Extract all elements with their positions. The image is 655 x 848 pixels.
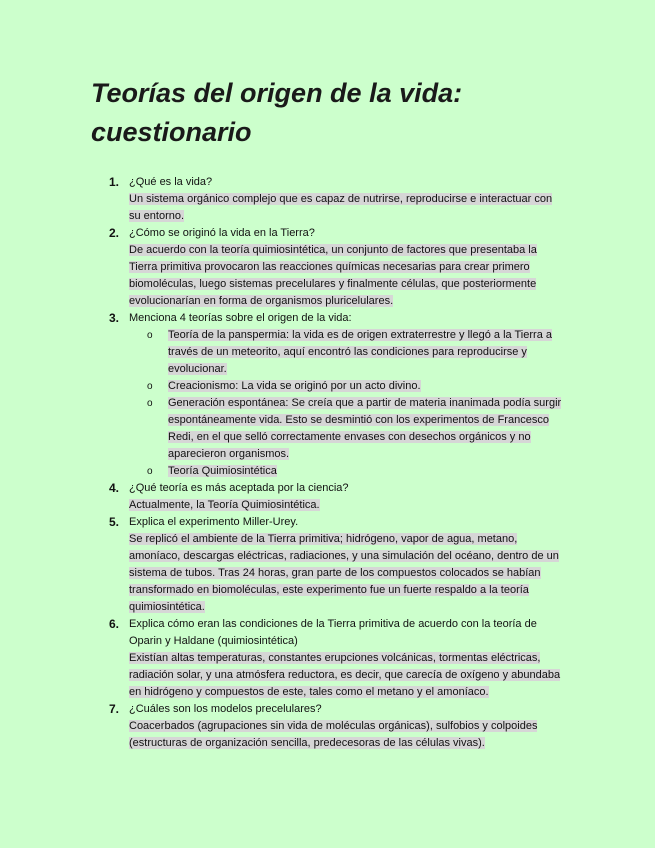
page-title [91, 74, 571, 152]
question-text: Explica el experimento Miller-Urey. [129, 516, 299, 528]
question-text: ¿Qué es la vida? [129, 176, 213, 188]
answer-text: Existían altas temperaturas, constantes erupciones volcánicas, tormentas eléctricas, radiación solar, y una atmósfera reductora, es decir, que carecía de oxígeno y abundaba en hidrógeno y compuestos de este, tales como el metano y el amoníaco. [129, 652, 561, 698]
question-number: 1. [109, 175, 120, 189]
question-text: ¿Qué teoría es más aceptada por la ciencia? [129, 482, 349, 494]
answer-text: Se replicó el ambiente de la Tierra primitiva; hidrógeno, vapor de agua, metano, amoníaco, descargas eléctricas, radiaciones, y una simulación del océano, dentro de un sistema de tubos. Tras 24 horas, gran parte de los compuestos colocados se habían transformado en biomoléculas, este experimento fue un fuerte respaldo a la teoría quimiosintética. [129, 533, 559, 613]
question-list [0, 174, 655, 752]
bullet-icon: o [147, 330, 153, 341]
question-item-3 [0, 310, 565, 480]
question-number: 2. [109, 226, 120, 240]
question-number: 5. [109, 515, 120, 529]
theory-list [129, 327, 565, 480]
title-line-2: cuestionario [91, 117, 252, 147]
theory-text: Generación espontánea: Se creía que a partir de materia inanimada podía surgir espontáneamente vida. Esto se desmintió con los experimentos de Francesco Redi, en el que selló correctamente envases con desechos orgánicos y no aparecieron organismos. [168, 397, 562, 460]
question-number: 7. [109, 702, 120, 716]
question-item-2 [0, 225, 565, 310]
question-item-5 [0, 514, 565, 616]
title-line-1: Teorías del origen de la vida: [91, 78, 463, 108]
question-number: 6. [109, 617, 120, 631]
question-text: Menciona 4 teorías sobre el origen de la vida: [129, 312, 352, 324]
answer-text: De acuerdo con la teoría quimiosintética, un conjunto de factores que presentaba la Tierra primitiva provocaron las reacciones químicas necesarias para crear primero biomoléculas, luego sistemas precelulares y finalmente células, que posteriormente evolucionarían en forma de organismos pluricelulares. [129, 244, 537, 307]
theory-text: Teoría Quimiosintética [168, 465, 277, 477]
answer-text: Coacerbados (agrupaciones sin vida de moléculas orgánicas), sulfobios y colpoides (estructuras de organización sencilla, predecesoras de las células vivas). [129, 720, 538, 749]
question-text: ¿Cómo se originó la vida en la Tierra? [129, 227, 315, 239]
question-item-1 [0, 174, 565, 225]
list-item [129, 463, 565, 480]
bullet-icon: o [147, 381, 153, 392]
theory-text: Creacionismo: La vida se originó por un acto divino. [168, 380, 421, 392]
question-item-7 [0, 701, 565, 752]
bullet-icon: o [147, 398, 153, 409]
theory-text: Teoría de la panspermia: la vida es de origen extraterrestre y llegó a la Tierra a través de un meteorito, aquí encontró las condiciones para reproducirse y evolucionar. [168, 329, 552, 375]
list-item [129, 378, 565, 395]
question-number: 4. [109, 481, 120, 495]
question-text: Explica cómo eran las condiciones de la Tierra primitiva de acuerdo con la teoría de Oparin y Haldane (quimiosintética) [129, 618, 537, 647]
list-item [129, 327, 565, 378]
question-text: ¿Cuáles son los modelos precelulares? [129, 703, 322, 715]
bullet-icon: o [147, 466, 153, 477]
question-item-6 [0, 616, 565, 701]
list-item [129, 395, 565, 463]
answer-text: Actualmente, la Teoría Quimiosintética. [129, 499, 320, 511]
question-number: 3. [109, 311, 120, 325]
question-item-4 [0, 480, 565, 514]
answer-text: Un sistema orgánico complejo que es capaz de nutrirse, reproducirse e interactuar con su entorno. [129, 193, 553, 222]
